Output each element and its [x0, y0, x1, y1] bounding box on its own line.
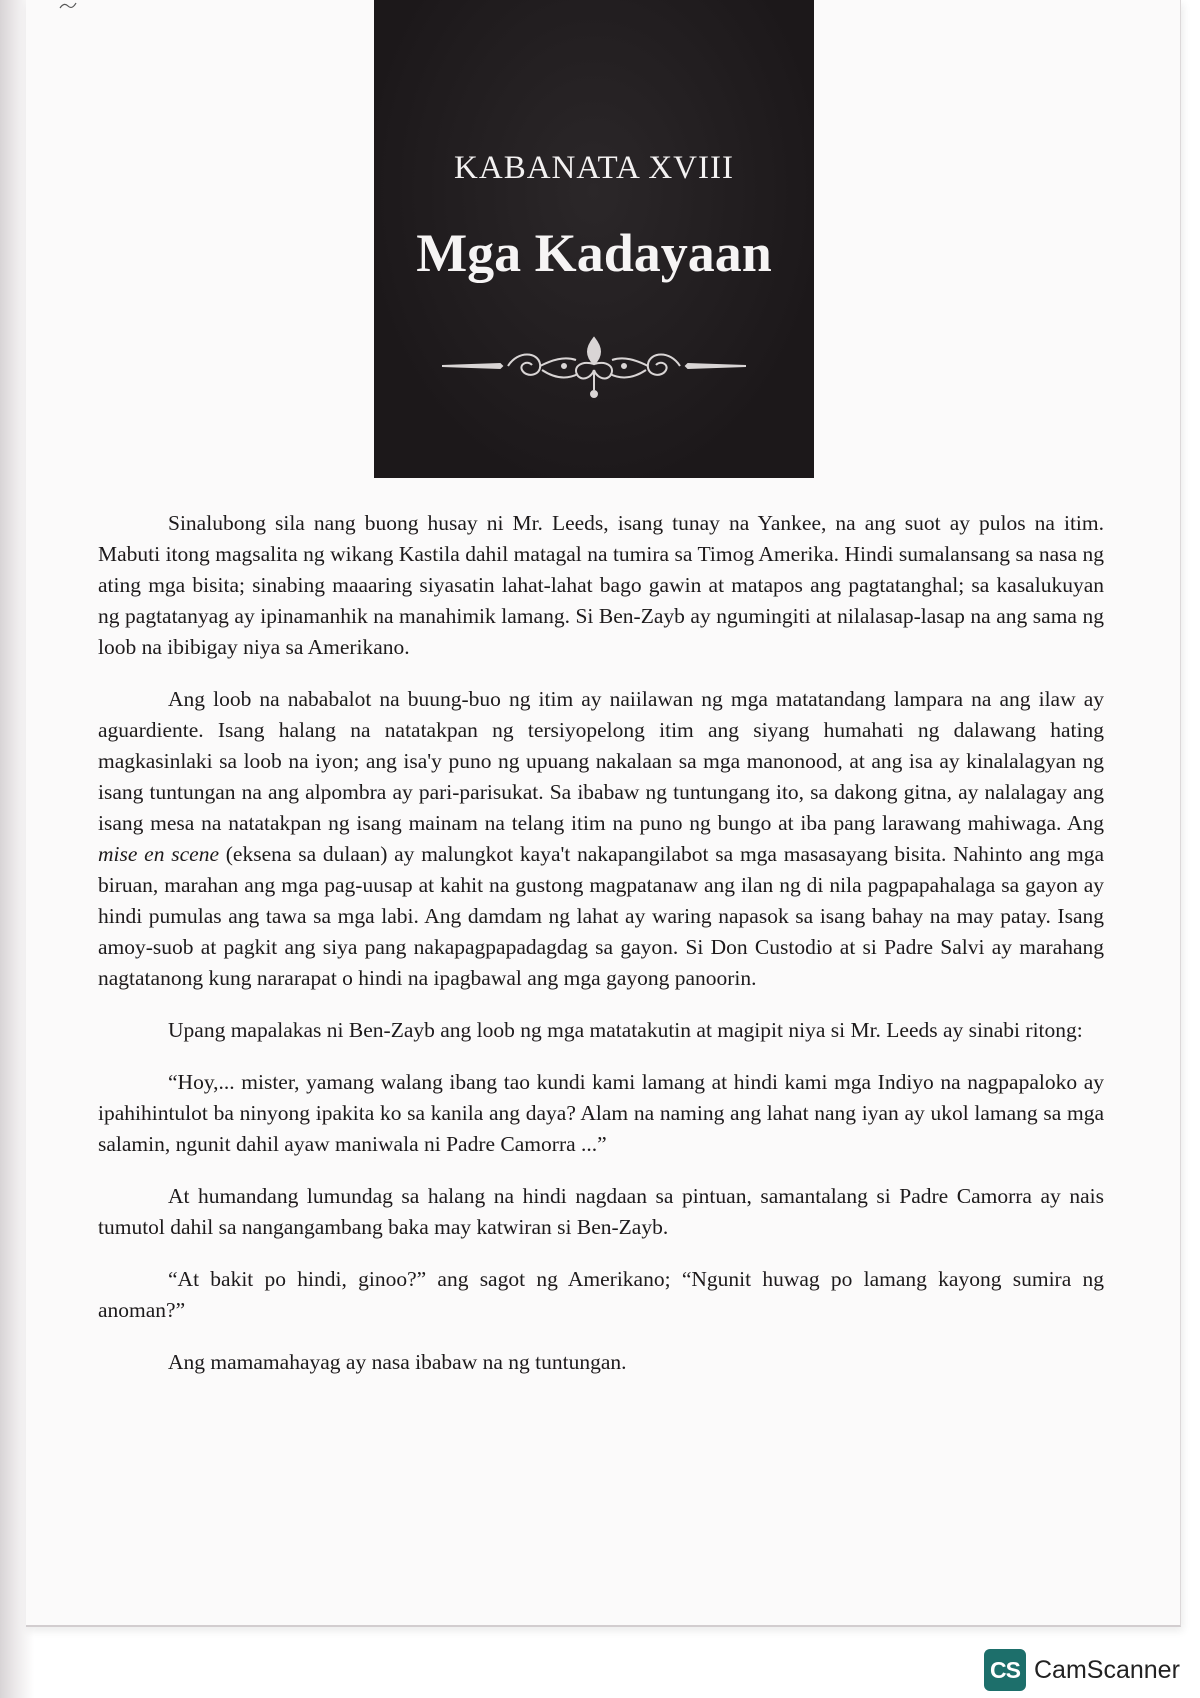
paragraph-2-part-a: Ang loob na nababalot na buung-buo ng itim ay naiilawan ng mga matatandang lampara na ang ilaw ay aguardiente. Isang halang na natatakpan ng tersiyopelong itim ang siyang humahati ng dalawang hating magkasinlaki sa loob na iyon; ang isa'y puno ng upuang nakalaan sa mga manonood, at ang isa ay kinalalagyan ng isang tuntungan na ang alpombra ay pari-parisukat. Sa ibabaw ng tuntungang ito, sa dakong gitna, ay nalalagay ang isang mesa na natatakpan ng isang mainam na telang itim na puno ng bungo at iba pang larawang mahiwaga. Ang — [98, 687, 1104, 835]
paragraph-7: Ang mamamahayag ay nasa ibabaw na ng tuntungan. — [168, 1350, 627, 1374]
book-page — [26, 0, 1181, 1627]
camscanner-name: CamScanner — [1034, 1655, 1180, 1684]
paragraph-6: “At bakit po hindi, ginoo?” ang sagot ng Amerikano; “Ngunit huwag po lamang kayong sumira ng anoman?” — [98, 1267, 1104, 1322]
chapter-title: Mga Kadayaan — [416, 223, 772, 283]
chapter-header-block — [374, 0, 814, 478]
paragraph-3: Upang mapalakas ni Ben-Zayb ang loob ng mga matatakutin at magipit niya si Mr. Leeds ay sinabi ritong: — [168, 1018, 1083, 1042]
paragraph-2-part-b: (eksena sa dulaan) ay malungkot kaya't nakapangilabot sa mga masasayang bisita. Nahinto ang mga biruan, marahan ang mga pag-uusap at kahit na gustong magpatanaw ang ilan ng di nila pagpapahalaga sa gayon ay hindi pumulas ang tawa sa mga labi. Ang damdam ng lahat ay waring napasok sa isang bahay na may patay. Isang amoy-suob at pagkit ang siya pang nakapagpapadagdag sa gayon. Si Don Custodio at si Padre Salvi ay marahang nagtatanong kung nararapat o hindi na ipagbawal ang mga gayong panoorin. — [98, 842, 1104, 990]
italic-phrase: mise en scene — [98, 842, 219, 866]
paragraph-2 — [98, 684, 1104, 994]
paragraph-4: “Hoy,... mister, yamang walang ibang tao kundi kami lamang at hindi kami mga Indiyo na nagpapaloko ay ipahihintulot ba ninyong ipakita ko sa kanila ang daya? Alam na naming ang lahat nang iyan ay ukol lamang sa mga salamin, ngunit dahil ayaw maniwala ni Padre Camorra ...” — [98, 1070, 1104, 1156]
chapter-number: KABANATA XVIII — [454, 150, 734, 186]
paragraph-5: At humandang lumundag sa halang na hindi nagdaan sa pintuan, samantalang si Padre Camorra ay nais tumutol dahil sa nangangambang baka may katwiran si Ben-Zayb. — [98, 1184, 1104, 1239]
corner-scribble-mark — [58, 0, 78, 10]
camscanner-logo-icon: CS — [984, 1649, 1026, 1691]
flourish-ornament-icon — [442, 330, 746, 402]
paragraph-1: Sinalubong sila nang buong husay ni Mr. Leeds, isang tunay na Yankee, na ang suot ay pulos na itim. Mabuti itong magsalita ng wikang Kastila dahil matagal na tumira sa Timog Amerika. Hindi sumalansang sa nasa ng ating mga bisita; sinabing maaaring siyasatin lahat-lahat bago gawin at matapos ang pagtatanghal; sa kasalukuyan ng pagtatanyag ay ipinamanhik na manahimik lamang. Si Ben-Zayb ay ngumingiti at nilalasap-lasap na ang sama ng loob na ibibigay niya sa Amerikano. — [98, 511, 1104, 659]
chapter-body-text — [98, 508, 1104, 1399]
camscanner-watermark — [984, 1648, 1180, 1692]
